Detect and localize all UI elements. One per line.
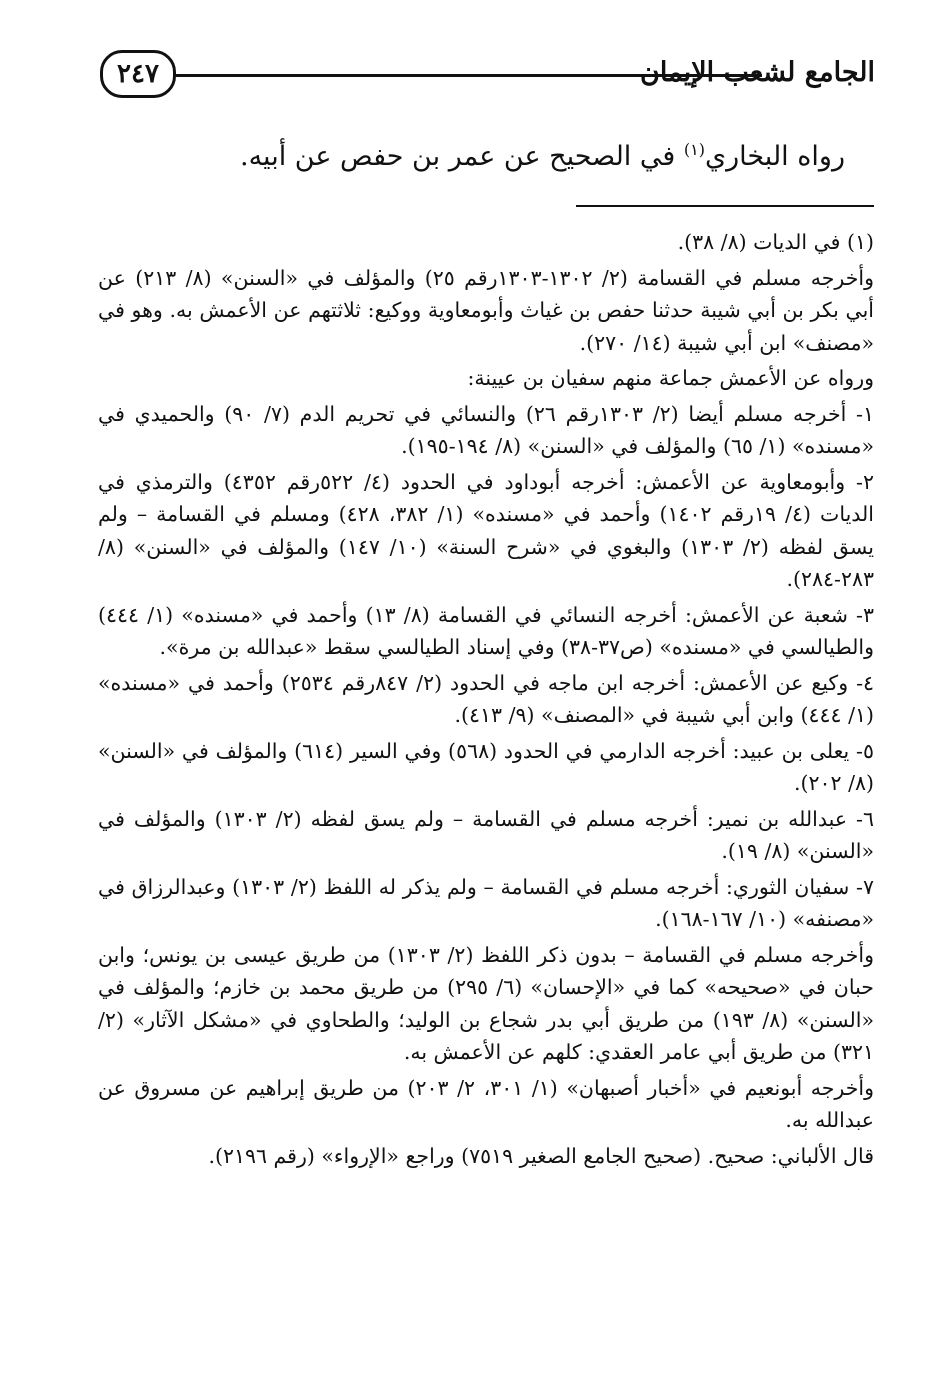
footnote-paragraph: ٣- شعبة عن الأعمش: أخرجه النسائي في القسامة (٨/ ١٣) وأحمد في «مسنده» (١/ ٤٤٤) والطيالسي في «مسنده» (ص٣٧-٣٨) وفي إسناد الطيالسي سقط «عبدالله بن مرة». xyxy=(98,602,874,659)
footnote-paragraph: وأخرجه مسلم في القسامة – بدون ذكر اللفظ (٢/ ١٣٠٣) من طريق عيسى بن يونس؛ وابن حبان في «صحيحه» كما في «الإحسان» (٦/ ٢٩٥) من طريق محمد بن خازم؛ والمؤلف في «السنن» (٨/ ١٩٣) من طريق أبي بدر شجاع بن الوليد؛ والطحاوي في «مشكل الآثار» (٢/ ٣٢١) من طريق أبي عامر العقدي: كلهم عن الأعمش به. xyxy=(98,942,874,1064)
main-text-start: رواه البخاري xyxy=(704,141,845,172)
footnote-paragraph: قال الألباني: صحيح. (صحيح الجامع الصغير ٧٥١٩) وراجع «الإرواء» (رقم ٢١٩٦). xyxy=(208,1143,874,1168)
main-text xyxy=(125,128,845,179)
footnote-paragraph: ورواه عن الأعمش جماعة منهم سفيان بن عيينة: xyxy=(467,366,874,390)
page-number: ٢٤٧ xyxy=(100,50,176,98)
footnotes xyxy=(98,226,874,1175)
footnote-paragraph: وأخرجه أبونعيم في «أخبار أصبهان» (١/ ٣٠١، ٢/ ٢٠٣) من طريق إبراهيم عن مسروق عن عبدالله به. xyxy=(98,1075,874,1132)
footnote-line: (١) في الديات (٨/ ٣٨). xyxy=(677,230,874,254)
footnote-separator xyxy=(576,205,874,207)
footnote-paragraph: وأخرجه مسلم في القسامة (٢/ ١٣٠٢-١٣٠٣رقم ٢٥) والمؤلف في «السنن» (٨/ ٢١٣) عن أبي بكر بن أبي شيبة حدثنا حفص بن غياث وأبومعاوية ووكيع: ثلاثتهم عن الأعمش به. وهو في «مصنف» ابن أبي شيبة (١٤/ ٢٧٠). xyxy=(98,265,874,355)
main-text-end: في الصحيح عن عمر بن حفص عن أبيه. xyxy=(240,141,684,172)
page-header xyxy=(100,48,875,102)
footnote-paragraph: ٦- عبدالله بن نمير: أخرجه مسلم في القسامة – ولم يسق لفظه (٢/ ١٣٠٣) والمؤلف في «السنن» (٨/ ١٩). xyxy=(98,806,874,863)
footnote-paragraph: ١- أخرجه مسلم أيضا (٢/ ١٣٠٣رقم ٢٦) والنسائي في تحريم الدم (٧/ ٩٠) والحميدي في «مسنده» (١/ ٦٥) والمؤلف في «السنن» (٨/ ١٩٤-١٩٥). xyxy=(98,401,874,458)
footnote-paragraph: ٧- سفيان الثوري: أخرجه مسلم في القسامة – ولم يذكر له اللفظ (٢/ ١٣٠٣) وعبدالرزاق في «مصنفه» (١٠/ ١٦٧-١٦٨). xyxy=(98,874,874,931)
footnote-paragraph: ٥- يعلى بن عبيد: أخرجه الدارمي في الحدود (٥٦٨) وفي السير (٦١٤) والمؤلف في «السنن» (٨/ ٢٠٢). xyxy=(98,738,874,795)
running-title: الجامع لشعب الإيمان xyxy=(640,57,875,88)
footnote-marker: (١) xyxy=(683,140,705,159)
footnote-paragraph: ٢- وأبومعاوية عن الأعمش: أخرجه أبوداود في الحدود (٤/ ٥٢٢رقم ٤٣٥٢) والترمذي في الديات (٤/ ١٩رقم ١٤٠٢) وأحمد في «مسنده» (١/ ٣٨٢، ٤٢٨) ومسلم في القسامة – ولم يسق لفظه (٢/ ١٣٠٣) والبغوي في «شرح السنة» (١٠/ ١٤٧) والمؤلف في «السنن» (٨/ ٢٨٣-٢٨٤). xyxy=(98,469,874,591)
footnote-paragraph: ٤- وكيع عن الأعمش: أخرجه ابن ماجه في الحدود (٢/ ٨٤٧رقم ٢٥٣٤) وأحمد في «مسنده» (١/ ٤٤٤) وابن أبي شيبة في «المصنف» (٩/ ٤١٣). xyxy=(98,670,875,727)
